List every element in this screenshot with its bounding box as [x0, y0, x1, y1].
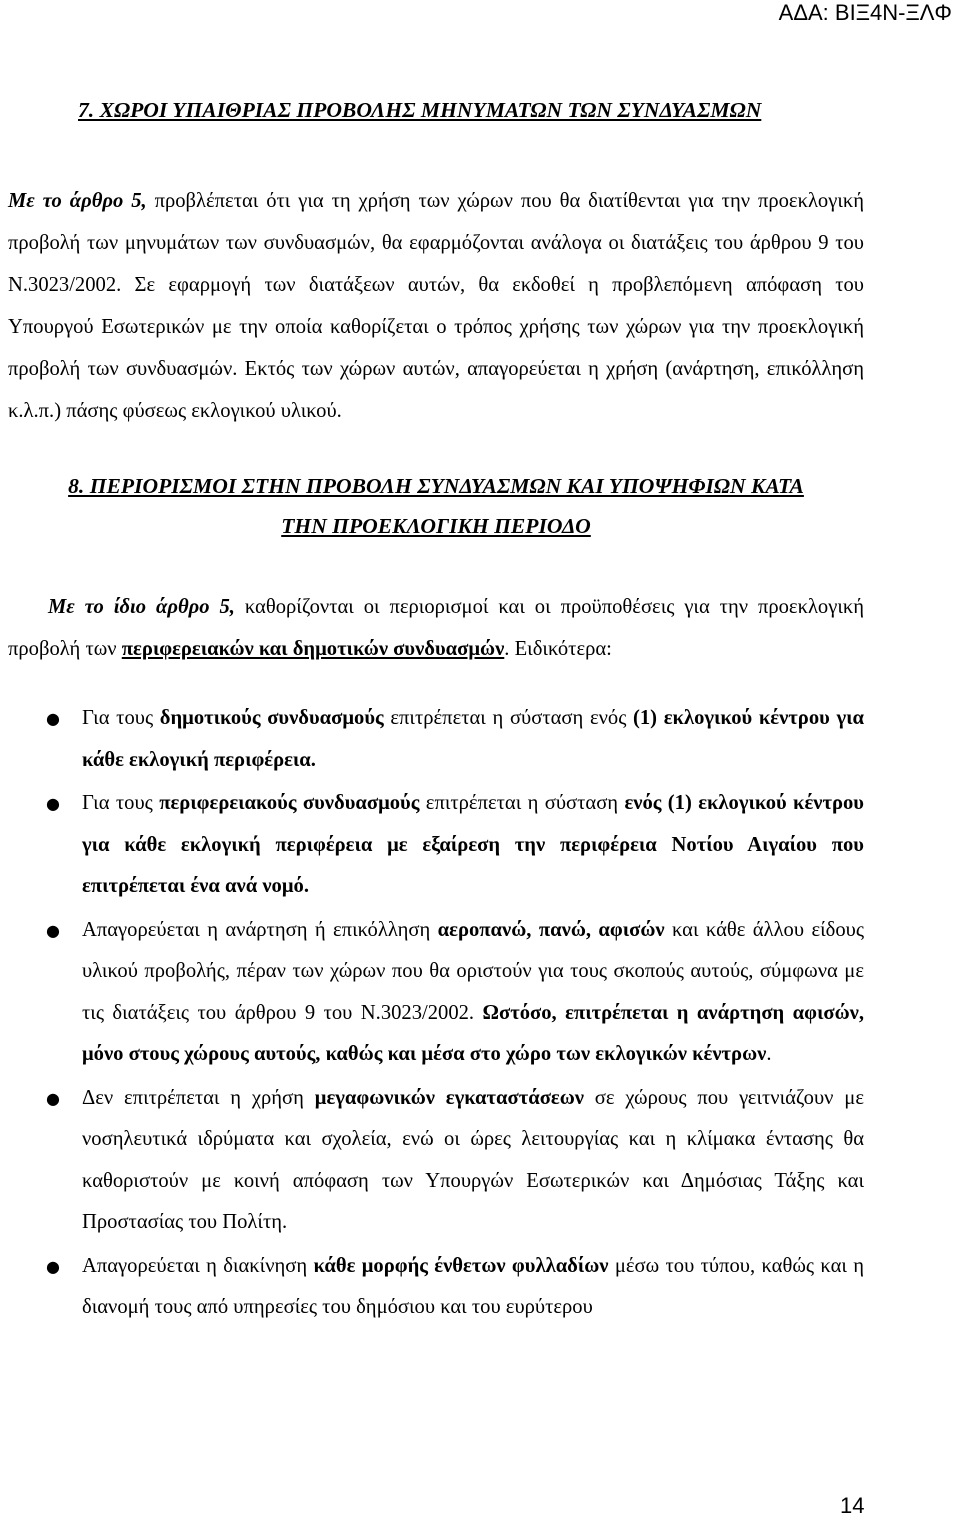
section-7-text: προβλέπεται ότι για τη χρήση των χώρων που θα διατίθενται για την προεκλογική προβολή των μηνυμάτων των συνδυασμών, θα εφαρμόζονται ανάλογα οι διατάξεις του άρθρου 9 του Ν.3023/2002. Σε εφαρμογή των διατάξεων αυτών, θα εκδοθεί η προβλεπόμενη απόφαση του Υπουργού Εσωτερικών με την οποία καθορίζεται ο τρόπος χρήσης των χώρων για την προεκλογική προβολή των συνδυασμών. Εκτός των χώρων αυτών, απαγορεύεται η χρήση (ανάρτηση, επικόλληση κ.λ.π.) πάσης φύσεως εκλογικού υλικού. — [8, 190, 865, 422]
section-8-title-line2: ΤΗΝ ΠΡΟΕΚΛΟΓΙΚΗ ΠΕΡΙΟΔΟ — [281, 514, 591, 538]
bullet-icon: ● — [46, 1088, 60, 1108]
section-8-emphasis: περιφερειακών και δημοτικών συνδυασμών — [121, 638, 505, 660]
section-8-title — [8, 466, 864, 546]
restrictions-list — [8, 698, 864, 1329]
section-8-lead: Με το ίδιο άρθρο 5, — [48, 596, 235, 618]
document-page — [8, 90, 864, 1331]
bullet-icon: ● — [46, 794, 60, 813]
list-item: ● Απαγορεύεται η διακίνηση κάθε μορφής ένθετων φυλλαδίων μέσω του τύπου, καθώς και η διανομή τους από υπηρεσίες του δημόσιου και του ευρύτερου — [8, 1246, 864, 1329]
bullet-icon: ● — [46, 920, 60, 940]
list-item: ● Δεν επιτρέπεται η χρήση μεγαφωνικών εγκαταστάσεων σε χώρους που γειτνιάζουν με νοσηλευτικά ιδρύματα και σχολεία, ενώ οι ώρες λειτουργίας και η κλίμακα έντασης θα καθοριστούν με κοινή απόφαση των Υπουργών Εσωτερικών και Δημόσιας Τάξης και Προστασίας του Πολίτη. — [8, 1078, 864, 1244]
list-item: ● Για τους περιφερειακούς συνδυασμούς επιτρέπεται η σύσταση ενός (1) εκλογικού κέντρου για κάθε εκλογική περιφέρεια με εξαίρεση την περιφέρεια Νοτίου Αιγαίου που επιτρέπεται ένα ανά νομό. — [8, 783, 864, 908]
bullet-icon: ● — [46, 1256, 60, 1276]
section-8-text2: . Ειδικότερα: — [504, 638, 612, 660]
section-7-paragraph — [8, 180, 864, 432]
list-item: ● Απαγορεύεται η ανάρτηση ή επικόλληση αεροπανώ, πανώ, αφισών και κάθε άλλου είδους υλικού προβολής, πέραν των χώρων που θα οριστούν για τους σκοπούς αυτούς, σύμφωνα με τις διατάξεις του άρθρου 9 του Ν.3023/2002. Ωστόσο, επιτρέπεται η ανάρτηση αφισών, μόνο στους χώρους αυτούς, καθώς και μέσα στο χώρο των εκλογικών κέντρων. — [8, 910, 864, 1076]
list-item: ● Για τους δημοτικούς συνδυασμούς επιτρέπεται η σύσταση ενός (1) εκλογικού κέντρου για κάθε εκλογική περιφέρεια. — [8, 698, 864, 781]
section-8-text1: καθορίζονται οι περιορισμοί και οι προϋποθέσεις για την προεκλογική προβολή των — [8, 596, 865, 660]
section-7-title: 7. ΧΩΡΟΙ ΥΠΑΙΘΡΙΑΣ ΠΡΟΒΟΛΗΣ ΜΗΝΥΜΑΤΩΝ ΤΩΝ ΣΥΝΔΥΑΣΜΩΝ — [78, 98, 762, 122]
section-7-lead: Με το άρθρο 5, — [8, 190, 147, 212]
page-number: 14 — [840, 1493, 865, 1518]
bullet-icon: ● — [46, 709, 60, 728]
section-8-title-line1: 8. ΠΕΡΙΟΡΙΣΜΟΙ ΣΤΗΝ ΠΡΟΒΟΛΗ ΣΥΝΔΥΑΣΜΩΝ ΚΑΙ ΥΠΟΨΗΦΙΩΝ ΚΑΤΑ — [68, 474, 804, 498]
section-8-paragraph — [8, 586, 864, 670]
ada-code: ΑΔΑ: ΒΙΞ4Ν-ΞΛΦ — [778, 0, 952, 25]
